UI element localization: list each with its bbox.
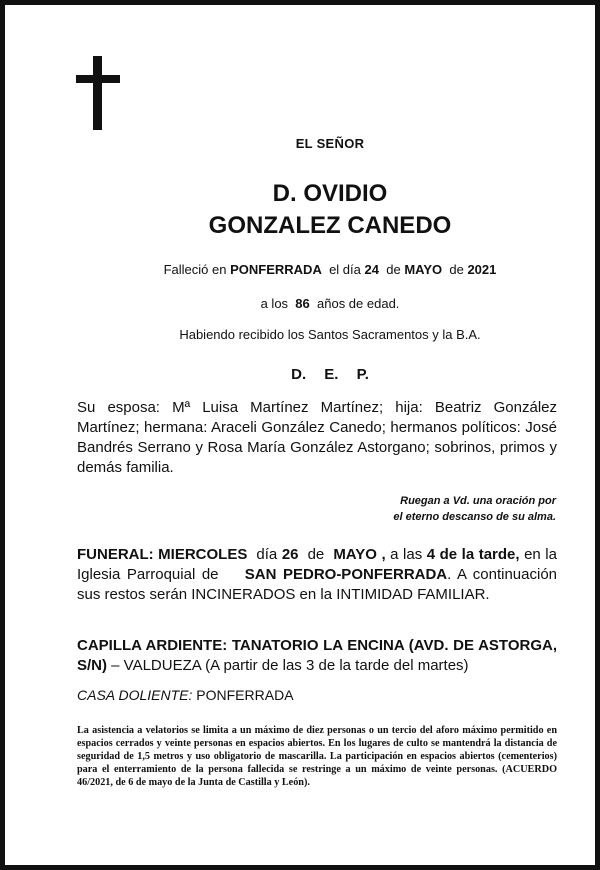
death-year: 2021 (467, 262, 497, 277)
dep-heading: D. E. P. (291, 366, 369, 383)
deceased-name (0, 178, 600, 242)
prayer-request: Ruegan a Vd. una oración por el eterno descanso de su alma. (393, 495, 556, 523)
funeral-paragraph: FUNERAL: MIERCOLES día 26 de MAYO , a las 4 de la tarde, en la Iglesia Parroquial de SAN PEDRO-PONFERRADA. A continuación sus restos serán INCINERADOS en la INTIMIDAD FAMILIAR. (77, 546, 558, 603)
name-line-1: D. OVIDIO (272, 180, 388, 207)
name-line-2: GONZALEZ CANEDO (208, 212, 452, 239)
capilla-paragraph: CAPILLA ARDIENTE: TANATORIO LA ENCINA (AVD. DE ASTORGA, S/N) – VALDUEZA (A partir de las 3 de la tarde del martes) (77, 637, 557, 674)
sacraments-line: Habiendo recibido los Santos Sacramentos y la B.A. (179, 327, 481, 342)
death-line: Falleció en PONFERRADA el día 24 de MAYO de 2021 (163, 262, 497, 277)
age-value: 86 (295, 296, 310, 311)
death-day: 24 (364, 262, 379, 277)
death-place: PONFERRADA (230, 262, 322, 277)
casa-doliente: CASA DOLIENTE: PONFERRADA (77, 687, 294, 703)
church-name: SAN PEDRO-PONFERRADA (244, 566, 448, 583)
age-line: a los 86 años de edad. (260, 296, 400, 311)
header-title: EL SEÑOR (295, 136, 365, 151)
family-paragraph: Su esposa: Mª Luisa Martínez Martínez; hija: Beatriz González Martínez; hermana: Araceli González Canedo; hermanos políticos: José Bandrés Serrano y Rosa María González Astorgano; sobrinos, primos y demás familia. (77, 399, 557, 476)
death-month: MAYO (404, 262, 443, 277)
covid-notice: La asistencia a velatorios se limita a un máximo de diez personas o un tercio del aforo máximo permitido en espacios cerrados y veinte personas en espacios abiertos. En los lugares de culto se mantendrá la distancia de seguridad de 1,5 metros y uso obligatorio de mascarilla. La participación en espacios abiertos (cementerios) para el enterramiento de la persona fallecida se restringe a un máximo de veinte personas. (ACUERDO 46/2021, de 6 de mayo de la Junta de Castilla y León). (77, 725, 557, 788)
cross-icon (76, 56, 120, 130)
